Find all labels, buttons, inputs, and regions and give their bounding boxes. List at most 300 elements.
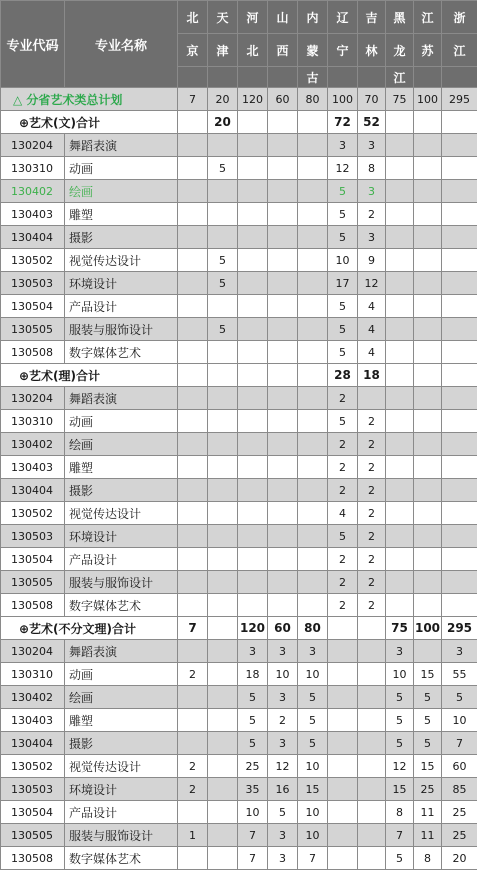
quota-cell: 2	[268, 709, 298, 732]
quota-cell	[414, 594, 442, 617]
major-code: 130508	[1, 847, 65, 870]
section-title: ⊕艺术(理)合计	[1, 364, 178, 387]
header-province-char: 黑	[386, 1, 414, 34]
quota-cell	[298, 433, 328, 456]
quota-cell	[386, 341, 414, 364]
quota-cell	[178, 341, 208, 364]
quota-cell	[358, 709, 386, 732]
quota-cell: 8	[386, 801, 414, 824]
quota-cell: 2	[358, 525, 386, 548]
quota-cell	[268, 525, 298, 548]
quota-cell: 9	[358, 249, 386, 272]
quota-cell: 5	[298, 709, 328, 732]
section-total-cell	[442, 364, 477, 387]
quota-cell: 7	[442, 732, 477, 755]
section-total-cell	[208, 617, 238, 640]
quota-cell	[414, 249, 442, 272]
quota-cell	[178, 732, 208, 755]
quota-cell	[328, 663, 358, 686]
section-total-row	[1, 364, 477, 387]
header-row	[1, 1, 477, 34]
major-name: 环境设计	[65, 778, 178, 801]
table-row	[1, 525, 477, 548]
table-row	[1, 732, 477, 755]
major-code: 130503	[1, 525, 65, 548]
quota-cell	[414, 456, 442, 479]
quota-cell	[178, 203, 208, 226]
quota-cell	[442, 548, 477, 571]
major-code: 130403	[1, 203, 65, 226]
quota-cell	[298, 203, 328, 226]
table-row	[1, 433, 477, 456]
major-name: 动画	[65, 410, 178, 433]
quota-cell	[328, 709, 358, 732]
quota-cell	[268, 594, 298, 617]
quota-cell: 2	[358, 433, 386, 456]
quota-cell	[386, 295, 414, 318]
table-row	[1, 801, 477, 824]
quota-cell	[208, 341, 238, 364]
quota-cell: 4	[358, 295, 386, 318]
quota-cell	[208, 525, 238, 548]
quota-cell	[442, 571, 477, 594]
quota-cell	[442, 226, 477, 249]
table-row	[1, 180, 477, 203]
quota-cell	[386, 433, 414, 456]
quota-cell: 10	[298, 755, 328, 778]
quota-cell: 2	[328, 387, 358, 410]
quota-cell	[178, 134, 208, 157]
quota-cell	[298, 226, 328, 249]
quota-cell: 2	[358, 548, 386, 571]
quota-cell: 85	[442, 778, 477, 801]
quota-cell	[208, 686, 238, 709]
quota-cell	[268, 433, 298, 456]
quota-cell: 2	[358, 479, 386, 502]
quota-cell	[442, 180, 477, 203]
header-province-char: 北	[238, 34, 268, 67]
quota-cell	[178, 686, 208, 709]
section-total-cell: 60	[268, 617, 298, 640]
major-name: 动画	[65, 663, 178, 686]
quota-cell	[358, 755, 386, 778]
quota-cell: 2	[358, 456, 386, 479]
quota-cell	[178, 847, 208, 870]
table-row	[1, 134, 477, 157]
header-province-char: 龙	[386, 34, 414, 67]
table-row	[1, 341, 477, 364]
quota-cell	[238, 272, 268, 295]
section-total-cell	[328, 617, 358, 640]
quota-cell: 5	[238, 709, 268, 732]
quota-cell	[442, 456, 477, 479]
quota-cell: 10	[298, 824, 328, 847]
header-province-char: 古	[298, 67, 328, 88]
quota-cell	[298, 341, 328, 364]
quota-cell	[442, 295, 477, 318]
quota-cell	[358, 387, 386, 410]
quota-cell	[328, 686, 358, 709]
quota-cell	[414, 226, 442, 249]
quota-cell	[442, 272, 477, 295]
quota-cell	[208, 479, 238, 502]
header-province-char	[414, 67, 442, 88]
quota-cell	[178, 548, 208, 571]
quota-cell	[238, 318, 268, 341]
summary-cell: 80	[298, 88, 328, 111]
major-name: 雕塑	[65, 203, 178, 226]
quota-cell	[238, 594, 268, 617]
header-province-char	[442, 67, 477, 88]
header-province-char: 江	[442, 34, 477, 67]
quota-cell	[268, 157, 298, 180]
quota-cell	[414, 640, 442, 663]
major-code: 130508	[1, 594, 65, 617]
quota-cell	[298, 180, 328, 203]
quota-cell	[414, 387, 442, 410]
table-row	[1, 548, 477, 571]
major-code: 130310	[1, 663, 65, 686]
section-total-cell	[358, 617, 386, 640]
quota-cell	[386, 479, 414, 502]
major-name: 数字媒体艺术	[65, 594, 178, 617]
quota-cell	[178, 525, 208, 548]
quota-cell	[268, 456, 298, 479]
quota-cell: 8	[358, 157, 386, 180]
major-code: 130204	[1, 387, 65, 410]
major-name: 舞蹈表演	[65, 134, 178, 157]
quota-cell	[386, 249, 414, 272]
section-total-cell	[386, 364, 414, 387]
quota-cell: 5	[328, 180, 358, 203]
quota-cell	[414, 571, 442, 594]
major-name: 环境设计	[65, 525, 178, 548]
section-total-cell: 52	[358, 111, 386, 134]
major-code: 130505	[1, 318, 65, 341]
section-total-cell	[238, 364, 268, 387]
header-province-char: 苏	[414, 34, 442, 67]
quota-cell: 5	[386, 847, 414, 870]
quota-cell	[414, 203, 442, 226]
quota-cell: 15	[298, 778, 328, 801]
major-name: 摄影	[65, 226, 178, 249]
quota-cell: 10	[442, 709, 477, 732]
quota-cell: 2	[358, 410, 386, 433]
quota-cell	[442, 249, 477, 272]
quota-cell	[386, 548, 414, 571]
quota-cell: 4	[328, 502, 358, 525]
quota-cell	[178, 226, 208, 249]
quota-cell: 5	[328, 226, 358, 249]
header-province-char: 林	[358, 34, 386, 67]
quota-cell	[238, 525, 268, 548]
quota-cell: 15	[414, 663, 442, 686]
quota-cell: 25	[442, 801, 477, 824]
major-name: 产品设计	[65, 801, 178, 824]
quota-cell	[442, 525, 477, 548]
quota-cell: 3	[442, 640, 477, 663]
quota-cell	[238, 456, 268, 479]
section-total-cell: 120	[238, 617, 268, 640]
quota-cell	[298, 387, 328, 410]
quota-cell: 7	[238, 847, 268, 870]
quota-cell	[178, 640, 208, 663]
section-total-cell	[298, 364, 328, 387]
summary-cell: 100	[328, 88, 358, 111]
quota-cell	[386, 410, 414, 433]
quota-cell: 3	[328, 134, 358, 157]
quota-cell	[328, 801, 358, 824]
header-province-char	[328, 67, 358, 88]
quota-cell: 12	[358, 272, 386, 295]
major-name: 数字媒体艺术	[65, 341, 178, 364]
section-title: ⊕艺术(文)合计	[1, 111, 178, 134]
major-name: 视觉传达设计	[65, 249, 178, 272]
quota-cell: 17	[328, 272, 358, 295]
quota-cell	[268, 571, 298, 594]
quota-cell	[268, 180, 298, 203]
major-code: 130310	[1, 157, 65, 180]
quota-cell: 1	[178, 824, 208, 847]
quota-cell	[298, 479, 328, 502]
quota-cell	[208, 571, 238, 594]
quota-cell: 5	[328, 318, 358, 341]
section-total-cell	[268, 111, 298, 134]
major-code: 130502	[1, 502, 65, 525]
section-total-cell	[298, 111, 328, 134]
quota-cell: 2	[358, 594, 386, 617]
section-total-cell	[208, 364, 238, 387]
quota-cell: 55	[442, 663, 477, 686]
table-row	[1, 686, 477, 709]
quota-cell	[208, 847, 238, 870]
section-total-cell: 18	[358, 364, 386, 387]
section-total-cell: 72	[328, 111, 358, 134]
quota-cell: 2	[328, 433, 358, 456]
major-code: 130505	[1, 824, 65, 847]
table-row	[1, 479, 477, 502]
quota-cell: 12	[328, 157, 358, 180]
quota-cell	[178, 410, 208, 433]
quota-cell: 4	[358, 341, 386, 364]
quota-cell: 4	[358, 318, 386, 341]
quota-cell	[238, 341, 268, 364]
quota-cell	[414, 548, 442, 571]
major-name: 舞蹈表演	[65, 387, 178, 410]
quota-cell	[442, 502, 477, 525]
quota-cell	[178, 318, 208, 341]
major-name: 舞蹈表演	[65, 640, 178, 663]
quota-cell	[208, 180, 238, 203]
quota-cell	[268, 203, 298, 226]
quota-cell: 5	[208, 272, 238, 295]
quota-cell	[238, 134, 268, 157]
major-name: 动画	[65, 157, 178, 180]
major-code: 130505	[1, 571, 65, 594]
quota-cell	[208, 709, 238, 732]
quota-cell	[178, 387, 208, 410]
quota-cell	[414, 134, 442, 157]
quota-cell	[208, 801, 238, 824]
quota-cell: 15	[414, 755, 442, 778]
quota-cell	[414, 295, 442, 318]
header-province-char	[208, 67, 238, 88]
quota-cell: 2	[328, 594, 358, 617]
quota-cell: 5	[328, 525, 358, 548]
quota-cell	[208, 732, 238, 755]
quota-cell: 3	[358, 134, 386, 157]
table-row	[1, 824, 477, 847]
quota-cell	[414, 502, 442, 525]
quota-cell: 35	[238, 778, 268, 801]
summary-cell: 20	[208, 88, 238, 111]
major-name: 雕塑	[65, 709, 178, 732]
quota-cell	[386, 456, 414, 479]
quota-cell	[208, 226, 238, 249]
quota-cell	[238, 249, 268, 272]
quota-cell	[178, 456, 208, 479]
section-total-cell	[238, 111, 268, 134]
quota-cell: 2	[328, 479, 358, 502]
major-code: 130404	[1, 479, 65, 502]
table-row	[1, 387, 477, 410]
table-row	[1, 709, 477, 732]
summary-cell: 295	[442, 88, 477, 111]
quota-cell	[298, 249, 328, 272]
quota-cell	[238, 548, 268, 571]
quota-cell: 5	[328, 295, 358, 318]
quota-cell	[238, 295, 268, 318]
quota-cell: 2	[358, 203, 386, 226]
summary-cell: 75	[386, 88, 414, 111]
header-province-char: 江	[414, 1, 442, 34]
quota-cell	[386, 525, 414, 548]
table-row	[1, 226, 477, 249]
quota-cell	[268, 249, 298, 272]
quota-cell: 15	[386, 778, 414, 801]
header-name: 专业名称	[65, 1, 178, 88]
major-name: 产品设计	[65, 548, 178, 571]
major-code: 130402	[1, 433, 65, 456]
quota-cell	[386, 318, 414, 341]
quota-cell: 5	[386, 732, 414, 755]
quota-cell	[358, 663, 386, 686]
summary-cell: 60	[268, 88, 298, 111]
quota-cell	[178, 594, 208, 617]
quota-cell	[386, 180, 414, 203]
quota-cell	[358, 686, 386, 709]
quota-cell: 3	[386, 640, 414, 663]
quota-cell	[358, 847, 386, 870]
quota-cell	[208, 387, 238, 410]
quota-cell: 5	[328, 341, 358, 364]
table-row	[1, 249, 477, 272]
quota-cell: 5	[208, 249, 238, 272]
quota-cell	[178, 571, 208, 594]
header-province-char	[358, 67, 386, 88]
quota-cell	[298, 272, 328, 295]
quota-cell: 5	[328, 410, 358, 433]
quota-cell	[178, 709, 208, 732]
quota-cell	[386, 203, 414, 226]
quota-cell	[208, 295, 238, 318]
table-row	[1, 594, 477, 617]
quota-cell	[268, 479, 298, 502]
quota-cell	[442, 203, 477, 226]
quota-cell: 2	[328, 571, 358, 594]
quota-cell	[238, 387, 268, 410]
header-province-char: 河	[238, 1, 268, 34]
header-province-char: 蒙	[298, 34, 328, 67]
major-name: 绘画	[65, 686, 178, 709]
section-total-row	[1, 617, 477, 640]
quota-cell: 3	[238, 640, 268, 663]
quota-cell: 11	[414, 801, 442, 824]
major-name: 环境设计	[65, 272, 178, 295]
section-total-cell: 295	[442, 617, 477, 640]
quota-cell	[298, 502, 328, 525]
quota-cell: 10	[386, 663, 414, 686]
quota-cell	[386, 272, 414, 295]
major-name: 服装与服饰设计	[65, 824, 178, 847]
section-total-cell: 75	[386, 617, 414, 640]
section-total-cell: 7	[178, 617, 208, 640]
quota-cell	[358, 824, 386, 847]
quota-cell: 5	[442, 686, 477, 709]
header-code: 专业代码	[1, 1, 65, 88]
quota-cell: 25	[442, 824, 477, 847]
quota-cell	[298, 594, 328, 617]
quota-cell: 10	[298, 801, 328, 824]
quota-cell	[208, 548, 238, 571]
quota-cell: 10	[328, 249, 358, 272]
section-total-cell: 20	[208, 111, 238, 134]
quota-cell: 7	[238, 824, 268, 847]
quota-cell: 5	[298, 686, 328, 709]
table-row	[1, 410, 477, 433]
quota-cell: 12	[386, 755, 414, 778]
table-row	[1, 318, 477, 341]
section-total-cell: 100	[414, 617, 442, 640]
major-name: 绘画	[65, 433, 178, 456]
quota-cell	[298, 571, 328, 594]
header-province-char: 北	[178, 1, 208, 34]
quota-cell: 5	[414, 709, 442, 732]
quota-cell: 3	[298, 640, 328, 663]
major-name: 服装与服饰设计	[65, 571, 178, 594]
quota-cell	[268, 226, 298, 249]
quota-cell	[238, 157, 268, 180]
major-name: 摄影	[65, 479, 178, 502]
quota-cell: 5	[238, 686, 268, 709]
quota-cell	[386, 571, 414, 594]
quota-cell	[208, 502, 238, 525]
quota-cell	[238, 433, 268, 456]
quota-cell	[208, 824, 238, 847]
major-code: 130504	[1, 295, 65, 318]
major-name: 视觉传达设计	[65, 502, 178, 525]
header-province-char: 辽	[328, 1, 358, 34]
header-province-char: 天	[208, 1, 238, 34]
header-province-char: 吉	[358, 1, 386, 34]
quota-cell	[386, 134, 414, 157]
quota-cell: 5	[328, 203, 358, 226]
quota-cell: 10	[268, 663, 298, 686]
quota-cell	[178, 479, 208, 502]
section-total-cell: 28	[328, 364, 358, 387]
quota-cell	[178, 502, 208, 525]
quota-cell	[238, 203, 268, 226]
